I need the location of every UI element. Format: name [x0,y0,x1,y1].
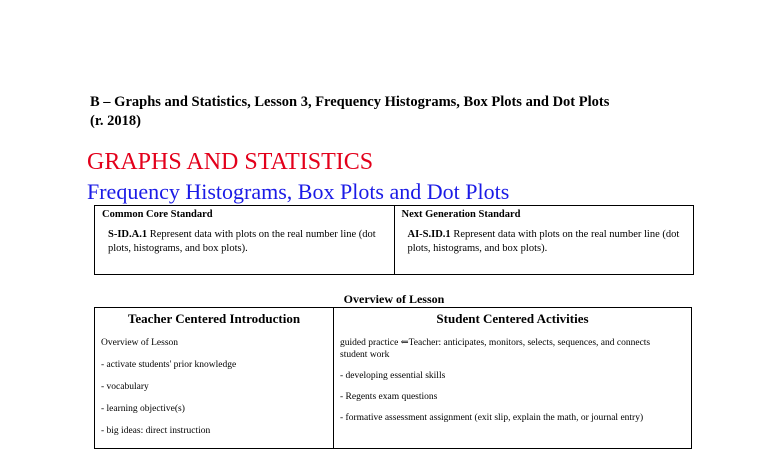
document-heading-line-2: (r. 2018) [90,113,142,129]
teacher-list [95,329,333,437]
list-item: - activate students' prior knowledge [101,360,237,370]
teacher-column [95,308,334,449]
list-item: Overview of Lesson [101,338,179,348]
teacher-column-header: Teacher Centered Introduction [127,311,301,326]
common-core-text: Represent data with plots on the real number line (dot plots, histograms, and box plots). [108,229,376,254]
list-item: - learning objective(s) [101,404,185,414]
list-item: - formative assessment assignment (exit slip, explain the math, or journal entry) [340,413,644,423]
common-core-cell [95,206,395,275]
document-heading [90,93,730,131]
topic-title: GRAPHS AND STATISTICS [87,149,374,175]
list-item: guided practice ⇐Teacher: anticipates, monitors, selects, sequences, and connects student work [340,338,651,360]
standards-table [94,205,694,275]
next-generation-cell [394,206,694,275]
common-core-description [95,222,394,256]
student-column-header: Student Centered Activities [436,311,589,326]
next-generation-text: Represent data with plots on the real number line (dot plots, histograms, and box plots). [407,229,680,254]
document-heading-line-1: B – Graphs and Statistics, Lesson 3, Frequency Histograms, Box Plots and Dot Plots [90,94,610,110]
list-item: - big ideas: direct instruction [101,426,211,436]
lesson-subtitle: Frequency Histograms, Box Plots and Dot Plots [87,179,510,204]
student-column [334,308,692,449]
next-generation-description [395,222,694,256]
list-item: - Regents exam questions [340,392,438,402]
overview-table [94,307,692,449]
next-generation-code: AI-S.ID.1 [407,229,451,240]
list-item: - vocabulary [101,382,149,392]
next-generation-header: Next Generation Standard [401,209,521,220]
student-list [334,329,691,424]
overview-caption: Overview of Lesson [343,292,445,306]
common-core-code: S-ID.A.1 [108,229,148,240]
list-item: - developing essential skills [340,371,446,381]
common-core-header: Common Core Standard [102,209,213,220]
